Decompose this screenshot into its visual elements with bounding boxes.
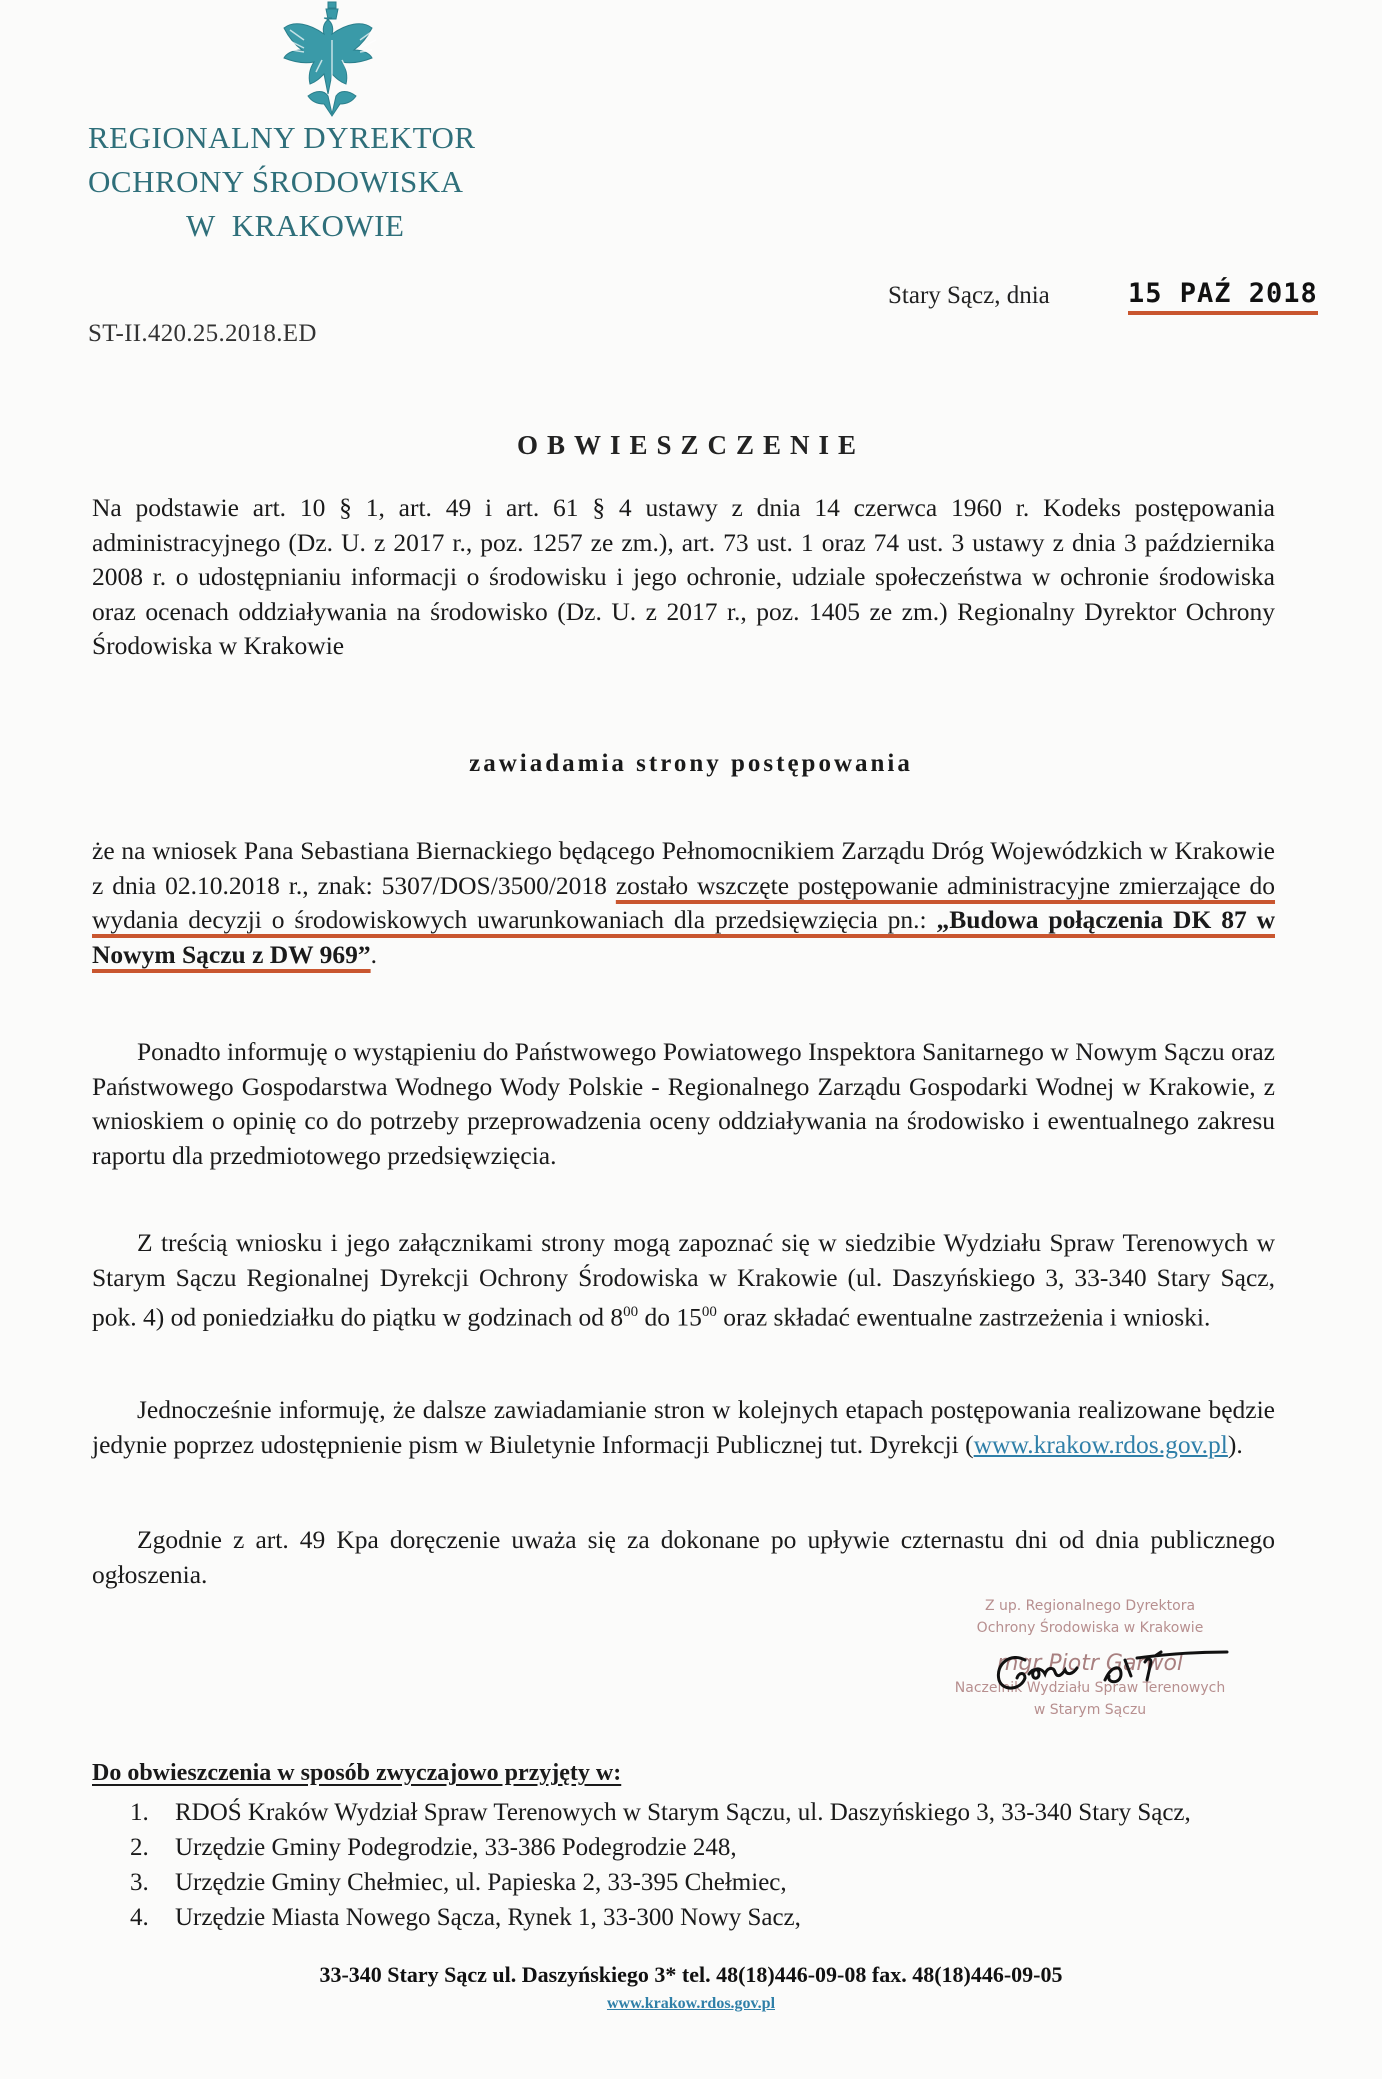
issuer-line-2: OCHRONY ŚRODOWISKA xyxy=(88,164,464,199)
bip-end: ). xyxy=(1227,1429,1243,1459)
bip-link[interactable]: www.krakow.rdos.gov.pl xyxy=(973,1429,1228,1459)
date-stamp: 15 PAŹ 2018 xyxy=(1128,278,1318,315)
issuer-heading xyxy=(88,116,588,248)
distribution-list xyxy=(130,1795,1280,1935)
hour-to: 15 xyxy=(676,1302,702,1332)
inspection-paragraph xyxy=(92,1226,1275,1335)
document-title: OBWIESZCZENIE xyxy=(516,430,866,460)
signatory-name: mgr Piotr Garwol xyxy=(996,1651,1184,1676)
project-name: „Budowa połączenia DK 87 w Nowym Sączu z DW 969” xyxy=(92,905,1275,969)
distribution-item xyxy=(130,1865,1280,1900)
item-text: RDOŚ Kraków Wydział Spraw Terenowych w Starym Sączu, ul. Daszyńskiego 3, 33-340 Stary Sącz, xyxy=(175,1799,1191,1826)
notice-heading: zawiadamia strony postępowania xyxy=(469,750,913,777)
delivery-paragraph: Zgodnie z art. 49 Kpa doręczenie uważa się za dokonane po upływie czternastu dni od dnia publicznego ogłoszenia. xyxy=(92,1525,1275,1589)
place-date-label: Stary Sącz, dnia xyxy=(888,282,1050,309)
bip-paragraph xyxy=(92,1393,1275,1462)
hour-to-minutes: 00 xyxy=(701,1304,717,1320)
signature-line-1: Z up. Regionalnego Dyrektora xyxy=(984,1598,1196,1614)
item-text: Urzędzie Gminy Chełmiec, ul. Papieska 2, 33-395 Chełmiec, xyxy=(175,1869,787,1896)
proceedings-paragraph xyxy=(92,834,1275,972)
footer-website xyxy=(0,1995,1382,2013)
item-number: 4. xyxy=(130,1904,149,1931)
hour-separator: do xyxy=(638,1302,677,1332)
opinion-request-paragraph: Ponadto informuję o wystąpieniu do Państwowego Powiatowego Inspektora Sanitarnego w Nowym Sączu oraz Państwowego Gospodarstwa Wodnego Wody Polskie - Regionalnego Zarządu Gospodarki Wodnej w Krakowie, z wnioskiem o opinię co do potrzeby przeprowadzenia oceny oddziaływania na środowisko i ewentualnego zakresu raportu dla przedmiotowego przedsięwzięcia. xyxy=(92,1037,1275,1170)
item-number: 1. xyxy=(130,1799,149,1826)
item-number: 3. xyxy=(130,1869,149,1896)
signature-line-2: Ochrony Środowiska w Krakowie xyxy=(976,1620,1204,1636)
signatory-position: Naczelnik Wydziału Spraw Terenowych xyxy=(954,1680,1226,1696)
hour-from-minutes: 00 xyxy=(623,1304,639,1320)
bip-text: Jednocześnie informuję, że dalsze zawiadamianie stron w kolejnych etapach postępowania realizowane będzie jedynie poprzez udostępnienie pism w Biuletynie Informacji Publicznej tut. Dyrekcji ( xyxy=(92,1395,1275,1459)
distribution-item xyxy=(130,1830,1280,1865)
handwritten-signature-icon xyxy=(985,1640,1235,1700)
legal-basis-paragraph: Na podstawie art. 10 § 1, art. 49 i art. 61 § 4 ustawy z dnia 14 czerwca 1960 r. Kodeks postępowania administracyjnego (Dz. U. z 2017 r., poz. 1257 ze zm.), art. 73 ust. 1 oraz 74 ust. 3 ustawy z dnia 3 października 2008 r. o udostępnianiu informacji o środowisku i jego ochronie, udziale społeczeństwa w ochronie środowiska oraz ocenach oddziaływania na środowisko (Dz. U. z 2017 r., poz. 1405 ze zm.) Regionalny Dyrektor Ochrony Środowiska w Krakowie xyxy=(92,493,1275,660)
signatory-location: w Starym Sączu xyxy=(1033,1702,1147,1718)
distribution-item xyxy=(130,1795,1280,1830)
issuer-line-3: W KRAKOWIE xyxy=(186,208,405,243)
reference-number: ST-II.420.25.2018.ED xyxy=(88,320,317,347)
hour-from: 8 xyxy=(610,1302,624,1332)
distribution-item xyxy=(130,1900,1280,1935)
item-number: 2. xyxy=(130,1834,149,1861)
proceedings-highlight: zostało wszczęte postępowanie administracyjne zmierzające do wydania decyzji o środowiskowych uwarunkowaniach dla przedsięwzięcia pn.: xyxy=(92,870,1276,934)
polish-eagle-emblem-icon xyxy=(278,0,386,118)
inspection-text: Z treścią wniosku i jego załącznikami strony mogą zapoznać się w siedzibie Wydziału Spraw Terenowych w Starym Sączu Regionalnej Dyrekcji Ochrony Środowiska w Krakowie (ul. Daszyńskiego 3, 33-340 Stary Sącz, pok. 4) od poniedziałku do piątku w godzinach od xyxy=(92,1228,1275,1332)
proceedings-end: . xyxy=(370,939,377,969)
item-text: Urzędzie Gminy Podegrodzie, 33-386 Podegrodzie 248, xyxy=(175,1834,737,1861)
footer-contact: 33-340 Stary Sącz ul. Daszyńskiego 3* tel. 48(18)446-09-08 fax. 48(18)446-09-05 xyxy=(319,1962,1063,1987)
footer-website-link[interactable]: www.krakow.rdos.gov.pl xyxy=(606,1995,776,2012)
issuer-line-1: REGIONALNY DYREKTOR xyxy=(88,120,476,155)
item-text: Urzędzie Miasta Nowego Sącza, Rynek 1, 33-300 Nowy Sacz, xyxy=(175,1904,801,1931)
distribution-heading: Do obwieszczenia w sposób zwyczajowo przyjęty w: xyxy=(92,1760,622,1786)
proceedings-intro: że na wniosek Pana Sebastiana Biernackiego będącego Pełnomocnikiem Zarządu Dróg Wojewódzkich w Krakowie z dnia 02.10.2018 r., znak: 5307/DOS/3500/2018 xyxy=(92,836,1275,900)
inspection-end: oraz składać ewentualne zastrzeżenia i wnioski. xyxy=(716,1302,1211,1332)
